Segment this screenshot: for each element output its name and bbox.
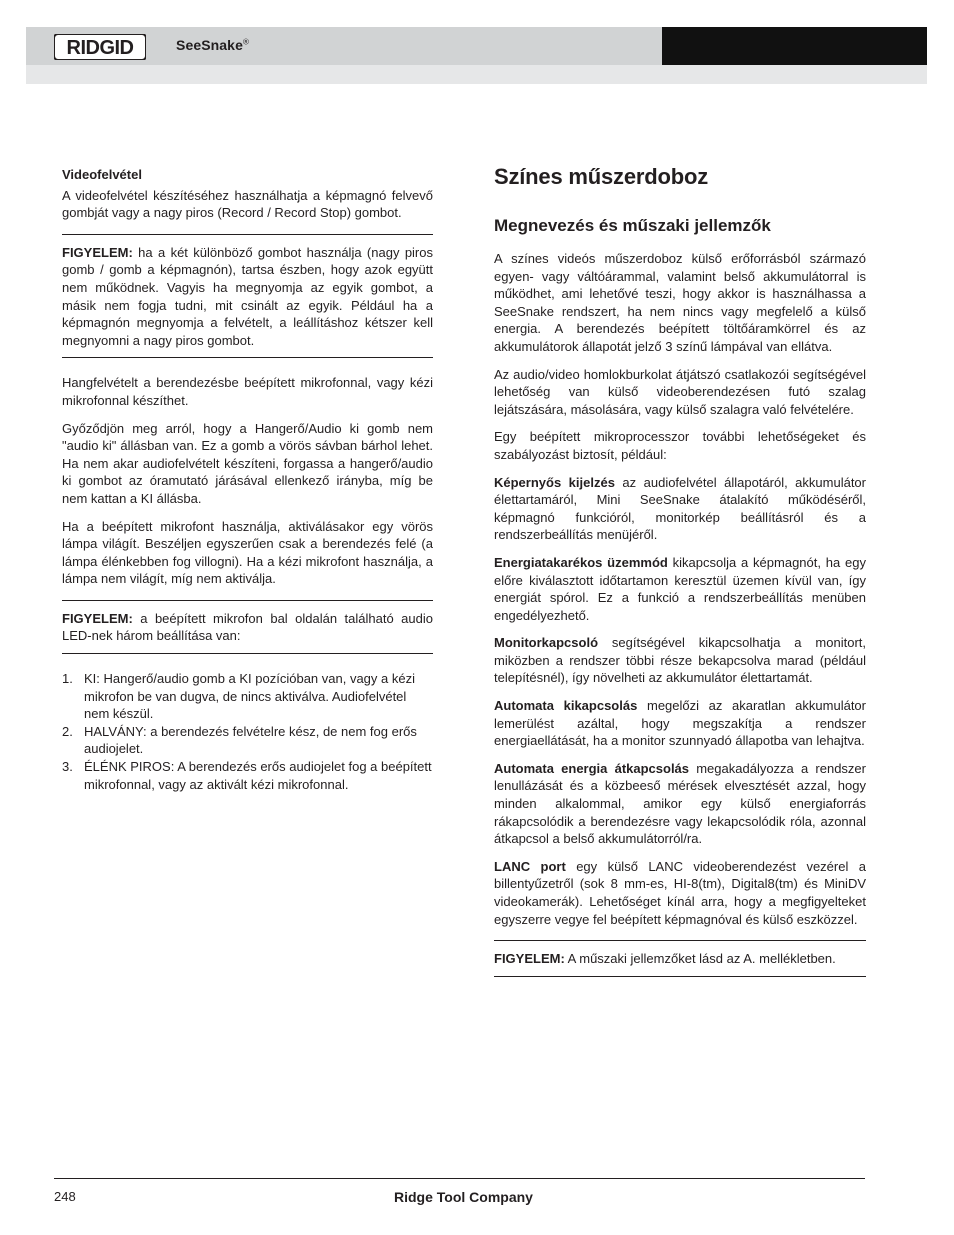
ridgid-logo <box>54 34 146 60</box>
list-text: HALVÁNY: a berendezés felvételre kész, de nem fog erős audiojelet. <box>84 723 417 757</box>
list-item <box>62 670 433 723</box>
note3-text: A műszaki jellemzőket lásd az A. mellékletben. <box>564 951 836 967</box>
feature-label: Automata energia átkapcsolás <box>494 760 690 776</box>
feature-text: az audiofelvétel állapotáról, akkumulátor élettartamáról, Mini SeeSnake átalakító működéséről, képmagnó funkcióról, monitorkép beállításról és a rendszerbeállítás menüjéről. <box>494 474 866 543</box>
company-name: Ridge Tool Company <box>394 1189 533 1205</box>
product-label: SeeSnake <box>176 37 243 53</box>
video-heading: Videofelvétel <box>62 167 142 182</box>
note1 <box>62 235 433 358</box>
feature-text: megelőzi az akaratlan akkumulátor lemerülést azáltal, hogy megszakítja a rendszer energiaellátását, ha a monitor szunnyadó állapotba van lehajtva. <box>494 698 866 749</box>
note1-text: ha a két különböző gombot használja (nagy piros gomb / gomb a képmagnón), tartsa észben, hogy azok együtt nem működnek. Vagyis ha megnyomja az egyik gombot, a másik nem fogja tudni, mit csinált az egyik. Például ha a képmagnón megnyomja a felvételt, a leállításhoz kétszer kell megnyomni a nagy piros gombot. <box>62 244 433 348</box>
note1-label: FIGYELEM: <box>62 244 133 260</box>
feature-label: Automata kikapcsolás <box>494 698 638 714</box>
intro-paragraph-1: A színes videós műszerdoboz külső erőforrásból származó egyen- vagy váltóárammal, valamint belső akkumulátorral is működhet, ami lehetővé teszi, hogy akkor is használhassa a SeeSnake rendszert, ha nem nincs vagy megfelelő a külső energia. A berendezés beépített töltőáramkörrel és az akkumulátorok állapotát jelző 3 színű lámpával van ellátva. <box>494 251 866 354</box>
registered-mark: ® <box>242 37 249 47</box>
left-column <box>62 166 433 793</box>
feature-label: Monitorkapcsoló <box>494 635 599 651</box>
header-dark-block <box>662 27 927 65</box>
feature-text: egy külső LANC videoberendezést vezérel a billentyűzetről (sok 8 mm-es, HI-8(tm), Digital8(tm) és MiniDV videokamerák). Lehetőséget kínál arra, hogy a megfigyelteket egyszerre vegye fel beépített képmagnóval és külső eszközzel. <box>494 858 866 927</box>
intro-paragraph-3: Egy beépített mikroprocesszor további lehetőségeket és szabályozást biztosít, például: <box>494 429 866 462</box>
feature-text: segítségével kikapcsolhatja a monitort, miközben a rendszer többi része bekapcsolva marad (például telepítésnél), így növelheti az akkumulátor élettartamát. <box>494 635 866 686</box>
note2 <box>62 601 433 653</box>
list-text: KI: Hangerő/audio gomb a KI pozícióban van, vagy a kézi mikrofon be van dugva, de nincs aktiválva. Audiofelvétel nem készül. <box>84 671 415 722</box>
feature-label: Energiatakarékos üzemmód <box>494 554 668 570</box>
feature-label: LANC port <box>494 858 566 874</box>
note2-bottom-rule <box>62 653 433 654</box>
page-title: Színes műszerdoboz <box>494 164 708 189</box>
led-settings-list <box>62 670 433 793</box>
feature-text: megakadályozza a rendszer lenullázását és a közbeeső mérések elvesztését azzal, hogy minden alkalommal, amikor egy külső energiaforrás rákapcsolódik a berendezésre vagy lekapcsolódik róla, azonnal átkapcsol a belső akkumulátorról/ra. <box>494 760 866 847</box>
video-paragraph: A videofelvétel készítéséhez használhatja a képmagnó felvevő gombját vagy a nagy piros (Record / Record Stop) gombot. <box>62 187 433 221</box>
list-number: 2. <box>62 723 73 739</box>
list-number: 3. <box>62 759 73 775</box>
feature-label: Képernyős kijelzés <box>494 474 615 490</box>
feature-paragraph <box>494 760 866 848</box>
header-sub-band <box>26 65 927 84</box>
footer-rule <box>54 1178 865 1179</box>
right-column <box>494 162 866 977</box>
note3-bottom-rule <box>494 976 866 977</box>
note2-label: FIGYELEM: <box>62 610 133 626</box>
product-name <box>176 37 249 53</box>
intro-paragraph-2: Az audio/video homlokburkolat átjátszó csatlakozói segítségével lehetőség van külső videoberendezésen futó szalag lejátszására, másolására, vagy külső szalagra való felvételére. <box>494 366 866 417</box>
section-title: Megnevezés és műszaki jellemzők <box>494 216 771 235</box>
feature-paragraph <box>494 474 866 544</box>
feature-paragraph <box>494 697 866 750</box>
note1-bottom-rule <box>62 357 433 358</box>
list-item <box>62 758 433 793</box>
feature-paragraph <box>494 858 866 928</box>
ridgid-logo-text: RIDGID <box>66 37 134 59</box>
audio-paragraph-1: Hangfelvételt a berendezésbe beépített mikrofonnal, vagy kézi mikrofonnal készíthet. <box>62 375 433 408</box>
audio-paragraph-2: Győződjön meg arról, hogy a Hangerő/Audio ki gomb nem "audio ki" állásban van. Ez a gomb a vörös sávban bárhol lehet. Ha nem akar audiofelvételt készíteni, forgassa a hangerő/audio ki gombot az óramutató járásával ellenkező irányba, míg be nem kattan a KI állásba. <box>62 420 433 506</box>
feature-text: kikapcsolja a képmagnót, ha egy előre kiválasztott időtartamon keresztül üzemen kívül van, így energiát spórol. Ez a funkció a rendszerbeállítás menüben engedélyezhető. <box>494 554 866 623</box>
feature-paragraph <box>494 634 866 687</box>
list-item <box>62 723 433 758</box>
audio-paragraph-3: Ha a beépített mikrofont használja, aktiválásakor egy vörös lámpa világít. Beszéljen egyszerűen csak a berendezés felé (a lámpa élénkebben fog villogni). Ha a kézi mikrofont használja, a lámpa nem világít, míg nem aktiválja. <box>62 518 433 587</box>
feature-paragraph <box>494 554 866 624</box>
note3-label: FIGYELEM: <box>494 951 565 967</box>
page-number: 248 <box>54 1189 76 1204</box>
list-number: 1. <box>62 671 73 687</box>
note2-text: a beépített mikrofon bal oldalán található audio LED-nek három beállítása van: <box>62 610 433 644</box>
note3 <box>494 941 866 976</box>
list-text: ÉLÉNK PIROS: A berendezés erős audiojelet fog a beépített mikrofonnal, vagy az aktivált kézi mikrofonnal. <box>84 759 432 792</box>
